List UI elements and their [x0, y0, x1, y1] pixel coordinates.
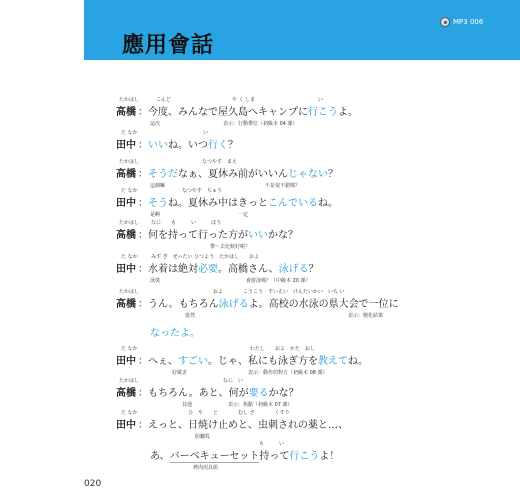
speaker-name: 田中 [116, 198, 136, 209]
annotation: 會游泳嗎？（中級本 20 課） [246, 278, 311, 284]
mp3-track-label[interactable]: MP3 006 [440, 17, 483, 27]
dialogue-line: 田中 ：水着は絶対必要。高橋さん、泳げる？ [116, 264, 319, 275]
dialogue-line: 高橋 ：今度、みんなで屋久島へキャンプに行こうよ。 [116, 107, 358, 118]
dialogue-line: 高橋 ：もちろん。あと、何が要るかな？ [116, 388, 299, 399]
dialogue-line: 田中 ：いいね。いつ行く？ [116, 140, 238, 151]
dialogue-line: 田中 ：えっと、日焼け止めと、虫刺されの薬と…、 [116, 420, 348, 431]
annotation: 表示：變化結果 [348, 313, 384, 319]
speaker-name: 高橋 [116, 107, 136, 118]
annotation: 好厲害 [172, 370, 188, 376]
dialogue-line: 田中 ：へぇ、すごい。じゃ、私にも泳ぎ方を教えてね。 [116, 356, 368, 367]
annotation: 帶～去比較好呢？ [210, 244, 251, 250]
annotation: 表示：動作的對方（初級本 08 課） [248, 370, 328, 376]
speaker-name: 田中 [116, 264, 136, 275]
annotation: 是啊 [150, 212, 161, 218]
annotation: 其他 [182, 402, 193, 408]
annotation: 烤肉用具組 [193, 465, 219, 471]
annotation: 這個嘛 [150, 183, 166, 189]
dialogue-line: 高橋 ：そうだなぁ、夏休み前がいいんじゃない？ [116, 169, 338, 180]
dialogue-line: 高橋 ：何を持って行った方がいいかな？ [116, 230, 298, 241]
annotation: 防曬乳 [195, 434, 211, 440]
speaker-name: 高橋 [116, 299, 136, 310]
dialogue-line: あ、バーベキューセット持って行こうよ！ [150, 451, 340, 462]
annotation: 表示：行動帶位（初級本 04 課） [223, 121, 298, 127]
speaker-name: 田中 [116, 356, 136, 367]
dialogue-line: なったよ。 [150, 328, 200, 339]
dialogue-line: 高橋 ：うん。もちろん泳げるよ。高校の水泳の県大会で一位に [116, 299, 399, 310]
annotation: 一定 [238, 212, 249, 218]
speaker-name: 田中 [116, 420, 136, 431]
speaker-name: 高橋 [116, 388, 136, 399]
annotation: 當然 [185, 313, 196, 319]
page-number: 020 [84, 479, 102, 489]
speaker-name: 田中 [116, 140, 136, 151]
speaker-name: 高橋 [116, 169, 136, 180]
annotation: 泳裝 [150, 278, 161, 284]
speaker-name: 高橋 [116, 230, 136, 241]
dialogue-line: 田中 ：そうね。夏休み中はきっとこんでいるね。 [116, 198, 338, 209]
annotation: 這次 [150, 121, 161, 127]
annotation: 表示：焦點（初級本 07 課） [228, 402, 293, 408]
section-title: 應用會話 [122, 32, 215, 58]
annotation: 不是很不錯嗎？ [265, 183, 301, 189]
cd-icon [440, 17, 450, 27]
